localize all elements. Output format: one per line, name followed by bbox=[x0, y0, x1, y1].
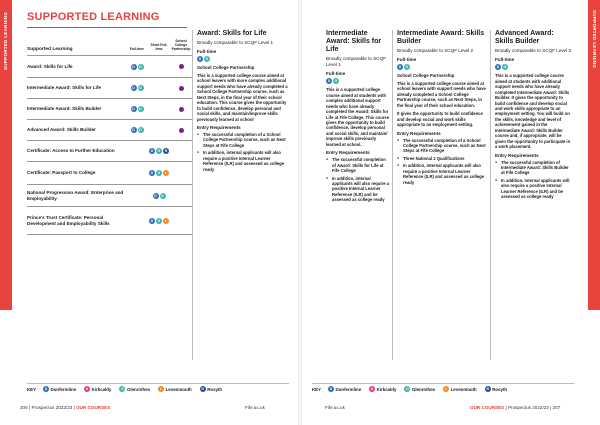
key-item bbox=[200, 386, 222, 392]
footer-url-right[interactable]: Fife.ac.uk bbox=[325, 405, 345, 410]
course-scqf-level: Broadly comparable to SCQF Level 2 bbox=[397, 48, 474, 54]
key-item bbox=[84, 386, 111, 392]
course-campus-dots bbox=[326, 78, 390, 84]
campus-dot-l: L bbox=[445, 387, 448, 391]
key-item-name: Dunfermline bbox=[335, 386, 362, 392]
course-column bbox=[326, 30, 390, 205]
campus-dot-g: G bbox=[139, 128, 142, 132]
key-item bbox=[404, 386, 435, 392]
entry-requirements-heading: Entry Requirements bbox=[495, 152, 539, 158]
campus-dot-d: D bbox=[154, 193, 157, 198]
table-row-label: Advanced Award: Skills Builder bbox=[27, 127, 96, 133]
key-item-name: Kirkcaldy bbox=[376, 386, 397, 392]
footer-section-left: OUR COURSES bbox=[76, 405, 111, 410]
side-tab-right-label: SUPPORTED LEARNING bbox=[592, 10, 597, 69]
course-description: This is a supported college course aimed at students with additional support needs who have already completed Intermediate Award: Skills Builder. It gives the opportunity to build confidence and develop social and work skills appropriate to an employment setting. You will build on the skills, knowledge and level of achievement gained in the Intermediate Award: Skills Builder course and, if appropriate, will be given the opportunity to participate in a work placement. bbox=[495, 73, 571, 150]
table-cell-c1 bbox=[126, 64, 148, 70]
campus-dot-d: D bbox=[132, 107, 135, 111]
page-title: SUPPORTED LEARNING bbox=[27, 11, 160, 23]
entry-requirement-item: ● In addition, internal applicants will also require a positive Internal Learner Reference (ILR) and assessed as college ready bbox=[397, 163, 487, 185]
course-mode: Full-time bbox=[197, 49, 217, 55]
campus-dot-r: R bbox=[486, 387, 489, 391]
entry-requirement-item: ● In addition, internal applicants will also require a positive Internal Learner Reference (ILR) and be assessed as college ready bbox=[495, 178, 573, 200]
side-tab-left-label: SUPPORTED LEARNING bbox=[3, 11, 8, 70]
table-row-label: Certificate: Access to Further Education bbox=[27, 148, 115, 154]
table-cell-c1 bbox=[126, 106, 148, 112]
table-cell-partnership bbox=[170, 86, 192, 91]
course-partnership-label: School College Partnership bbox=[197, 65, 255, 71]
campus-dot-d: D bbox=[496, 65, 500, 70]
footer-section-right: OUR COURSES bbox=[470, 405, 505, 410]
table-cell-c2 bbox=[148, 148, 170, 154]
table-row bbox=[27, 162, 192, 185]
campus-dot-d: D bbox=[132, 64, 135, 69]
key-item bbox=[43, 386, 76, 392]
campus-dot-g: G bbox=[503, 65, 507, 70]
entry-requirement-item: ● In addition, internal applicants will also require a positive Internal Learner Reference (ILR) and be assessed as college ready bbox=[326, 176, 390, 203]
course-scqf-level: Broadly comparable to SCQF Level 1 bbox=[197, 40, 274, 46]
campus-dot-g: G bbox=[139, 86, 142, 90]
course-title: Intermediate Award: Skills Builder bbox=[397, 30, 485, 46]
table-row-label: Prince's Trust Certificate: Personal Development and Employability Skills bbox=[27, 214, 110, 226]
entry-requirement-item: ● Three National 2 Qualifications bbox=[397, 156, 487, 161]
side-tab-right bbox=[588, 0, 600, 310]
courses-table bbox=[27, 34, 192, 235]
footer-prospectus-left: Prospectus 2022/23 bbox=[31, 405, 73, 410]
table-header-main: Supported Learning bbox=[27, 47, 73, 52]
campus-dot-r: R bbox=[164, 149, 168, 153]
table-cell-c2 bbox=[148, 218, 170, 224]
entry-requirement-item: ● The successful completion of a School College Partnership course, such as Next Steps at Fife College bbox=[397, 138, 487, 154]
entry-requirements-list bbox=[397, 138, 487, 186]
page-number-right: 207 bbox=[552, 405, 561, 410]
page-gutter bbox=[298, 0, 302, 425]
campus-dot-g: G bbox=[157, 171, 161, 175]
key-rule-right bbox=[312, 383, 574, 384]
table-row-label: Intermediate Award: Skills Builder bbox=[27, 106, 102, 112]
course-title: Award: Skills for Life bbox=[197, 30, 267, 37]
column-divider bbox=[392, 30, 393, 360]
campus-dot-d: D bbox=[150, 171, 154, 175]
campus-dot-d: D bbox=[132, 86, 135, 90]
table-row bbox=[27, 185, 192, 207]
key-item bbox=[443, 386, 477, 392]
entry-requirement-item: ● The successful completion of a School College Partnership course, such as Next Steps at Fife College bbox=[197, 132, 289, 148]
course-mode: Full-time bbox=[495, 57, 515, 63]
campus-dot-d: D bbox=[198, 56, 202, 61]
entry-requirements-heading: Entry Requirements bbox=[397, 130, 441, 136]
campus-key-left bbox=[27, 386, 226, 392]
course-mode: Full-time bbox=[397, 57, 417, 63]
course-column bbox=[197, 30, 289, 174]
entry-requirements-heading: Entry Requirements bbox=[326, 150, 370, 156]
key-item bbox=[328, 386, 361, 392]
key-item-name: Dunfermline bbox=[50, 386, 77, 392]
key-item bbox=[485, 386, 507, 392]
campus-key-right bbox=[312, 386, 511, 392]
table-header bbox=[27, 34, 192, 56]
key-item-name: Glenrothes bbox=[411, 386, 436, 392]
course-scqf-level: Broadly comparable to SCQF Level 1 bbox=[326, 56, 386, 68]
campus-dot-g: G bbox=[121, 387, 124, 391]
campus-dot-g: G bbox=[406, 387, 409, 391]
campus-dot-g: G bbox=[205, 56, 209, 61]
campus-dot-l: L bbox=[164, 171, 168, 175]
campus-dot-g: G bbox=[139, 64, 142, 69]
key-item-name: Kirkcaldy bbox=[91, 386, 112, 392]
entry-requirement-item: ● The successful completion of Intermediate Award: Skills Builder at Fife College bbox=[495, 160, 573, 176]
table-row bbox=[27, 141, 192, 162]
campus-dot-g: G bbox=[334, 79, 338, 84]
key-item bbox=[158, 386, 192, 392]
table-cell-partnership bbox=[170, 107, 192, 112]
campus-dot-l: L bbox=[160, 387, 163, 391]
table-cell-partnership bbox=[170, 128, 192, 133]
entry-requirements-list bbox=[197, 132, 289, 172]
campus-dot-g: G bbox=[405, 65, 409, 70]
key-item-name: Levenmouth bbox=[165, 386, 192, 392]
footer-right: OUR COURSES | Prospectus 2022/23 | 207 bbox=[470, 405, 561, 410]
footer-prospectus-right: Prospectus 2022/23 bbox=[507, 405, 549, 410]
course-campus-dots bbox=[495, 64, 573, 70]
table-row bbox=[27, 99, 192, 120]
key-label: KEY bbox=[27, 386, 37, 392]
campus-dot-d: D bbox=[150, 218, 154, 223]
page-number-left: 206 bbox=[20, 405, 28, 410]
table-cell-c1 bbox=[126, 85, 148, 91]
entry-requirements-heading: Entry Requirements bbox=[197, 125, 241, 130]
partnership-dot bbox=[179, 128, 184, 133]
campus-dot-r: R bbox=[201, 387, 204, 391]
campus-dot-k: K bbox=[370, 387, 374, 391]
table-cell-c2 bbox=[148, 170, 170, 176]
table-cell-c1 bbox=[126, 127, 148, 133]
column-divider bbox=[490, 30, 491, 360]
entry-requirement-item: ● In addition, internal applicants will also require a positive Internal Learner Reference (ILR) and assessed as college ready bbox=[197, 150, 289, 172]
table-row bbox=[27, 207, 192, 235]
table-row bbox=[27, 56, 192, 78]
key-item-name: Levenmouth bbox=[450, 386, 477, 392]
entry-requirements-list bbox=[326, 157, 390, 203]
key-label: KEY bbox=[312, 386, 322, 392]
campus-dot-g: G bbox=[139, 107, 142, 111]
footer-left: 206 | Prospectus 2022/23 | OUR COURSES bbox=[20, 405, 111, 410]
table-row-label: Certificate: Passport to College bbox=[27, 170, 96, 176]
key-rule-left bbox=[27, 383, 289, 384]
course-column bbox=[397, 30, 487, 187]
partnership-dot bbox=[179, 86, 184, 91]
campus-dot-d: D bbox=[150, 149, 154, 153]
course-column bbox=[495, 30, 573, 202]
table-row bbox=[27, 78, 192, 99]
entry-requirements-list bbox=[495, 160, 573, 200]
title-rule bbox=[27, 27, 187, 28]
course-description: This is a supported college course aimed at students with complex additional support needs who have already completed the Award: Skills for Life at Fife College. This course gives the opportunity to build confidence, develop personal and social skills, and maintain/ improve skills previously learned at school. bbox=[326, 87, 390, 147]
table-row bbox=[27, 120, 192, 141]
course-title: Advanced Award: Skills Builder bbox=[495, 30, 554, 46]
course-campus-dots bbox=[397, 64, 487, 70]
key-item-name: Rosyth bbox=[492, 386, 508, 392]
campus-dot-d: D bbox=[44, 387, 48, 391]
partnership-dot bbox=[179, 107, 184, 112]
side-tab-left bbox=[0, 0, 12, 310]
course-partnership-label: School College Partnership bbox=[397, 73, 455, 79]
course-campus-dots bbox=[197, 56, 289, 62]
table-cell-partnership bbox=[170, 64, 192, 69]
key-item-name: Glenrothes bbox=[126, 386, 151, 392]
table-cell-c2 bbox=[148, 193, 170, 199]
table-header-fulltime: Full-time bbox=[129, 47, 145, 52]
campus-dot-k: K bbox=[85, 387, 89, 391]
course-title: Intermediate Award: Skills for Life bbox=[326, 30, 382, 54]
course-description: It gives the opportunity to build confidence and develop social and work skills appropriate to an employment setting. bbox=[397, 111, 483, 128]
campus-dot-d: D bbox=[398, 65, 402, 70]
table-header-partnership: School College Partnership bbox=[171, 39, 191, 52]
campus-dot-g: G bbox=[157, 218, 161, 223]
course-mode: Full-time bbox=[326, 71, 346, 77]
course-description: This is a supported college course aimed at school leavers with support needs who have already completed a School College Partnership course, such as Next Steps, in the final year of their school education. bbox=[397, 80, 486, 108]
campus-dot-d: D bbox=[327, 79, 331, 84]
key-item-name: Rosyth bbox=[207, 386, 223, 392]
campus-dot-d: D bbox=[329, 387, 333, 391]
table-body bbox=[27, 56, 192, 235]
campus-dot-g: G bbox=[161, 193, 164, 198]
column-divider bbox=[192, 30, 193, 360]
course-description: This is a supported college course aimed at school leavers with more complex additional support needs who have already completed a School College Partnership course, such as Next Steps, in the final year of their school education. This course gives the opportunity to build confidence, develop personal and social skills, and maintain/improve skills previously learned at school bbox=[197, 72, 288, 122]
table-row-label: Award: Skills for Life bbox=[27, 63, 73, 69]
key-item bbox=[369, 386, 396, 392]
partnership-dot bbox=[179, 64, 184, 69]
table-header-short-fulltime: Short Full-time bbox=[150, 43, 168, 52]
footer-url-left[interactable]: Fife.ac.uk bbox=[245, 405, 265, 410]
key-item bbox=[119, 386, 150, 392]
entry-requirement-item: ● The successful completion of Award: Skills for Life at Fife College bbox=[326, 157, 390, 173]
table-row-label: National Progression Award: Enterprise and Employability bbox=[27, 189, 124, 201]
course-scqf-level: Broadly comparable to SCQF Level 3 bbox=[495, 48, 572, 54]
campus-dot-l: L bbox=[164, 218, 168, 223]
campus-dot-d: D bbox=[132, 128, 135, 132]
table-row-label: Intermediate Award: Skills for Life bbox=[27, 85, 102, 91]
campus-dot-g: G bbox=[157, 149, 161, 153]
